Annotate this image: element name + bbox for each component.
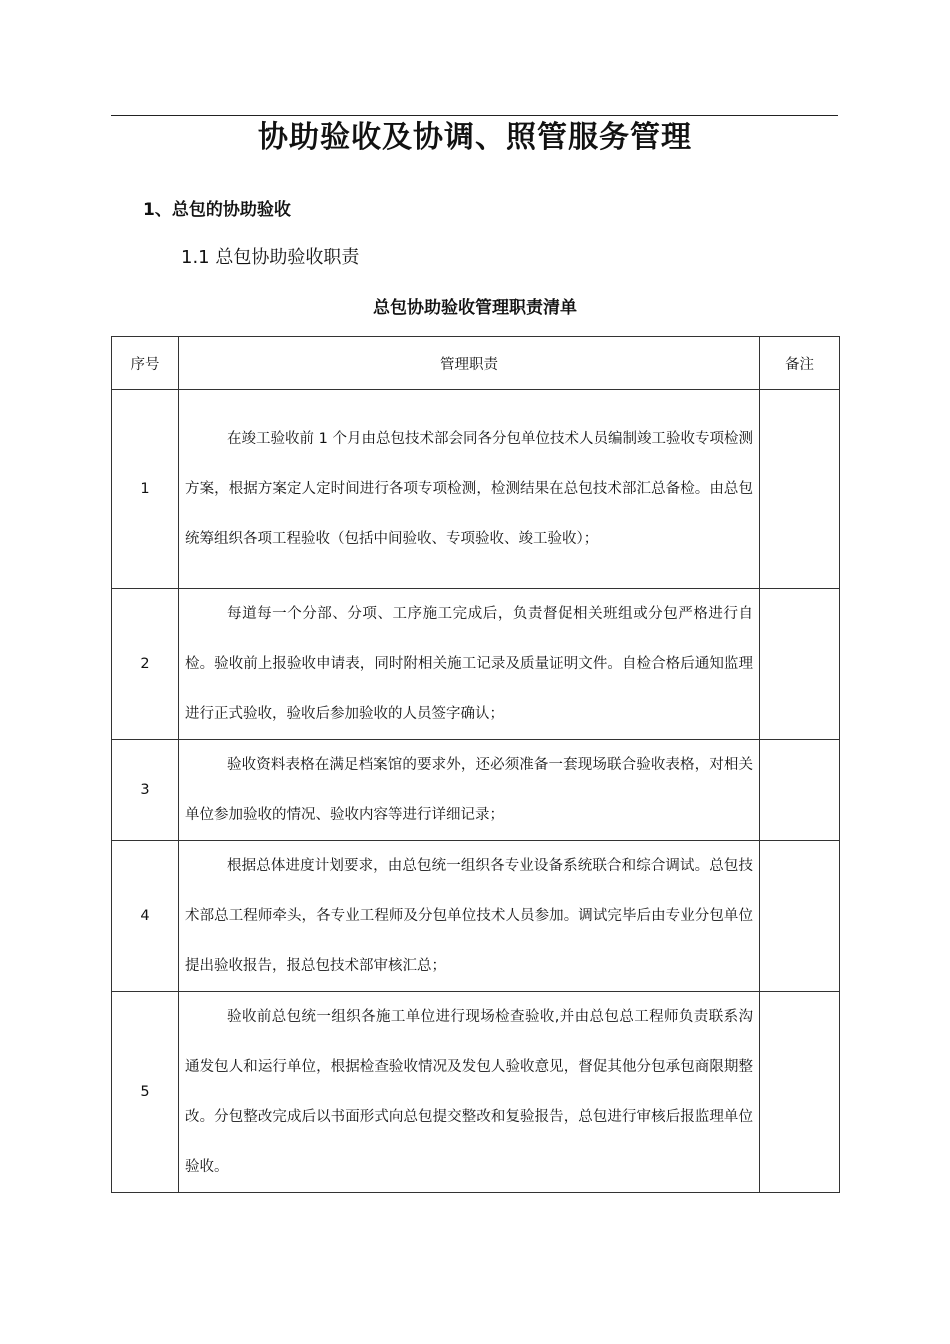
table-caption: 总包协助验收管理职责清单: [373, 298, 577, 318]
document-title: 协助验收及协调、照管服务管理: [258, 120, 692, 155]
row-number: 2: [112, 589, 179, 740]
row-duty: 在竣工验收前 1 个月由总包技术部会同各分包单位技术人员编制竣工验收专项检测方案，根据方案定人定时间进行各项专项检测，检测结果在总包技术部汇总备检。由总包统筹组织各项工程验收（包括中间验收、专项验收、竣工验收）；: [179, 390, 760, 589]
table-header-row: [112, 337, 840, 390]
row-duty: 验收资料表格在满足档案馆的要求外，还必须准备一套现场联合验收表格，对相关单位参加验收的情况、验收内容等进行详细记录；: [179, 740, 760, 841]
table-row: [112, 992, 840, 1193]
table-row: [112, 589, 840, 740]
header-duty: 管理职责: [179, 337, 760, 390]
header-no: 序号: [112, 337, 179, 390]
row-duty: 根据总体进度计划要求，由总包统一组织各专业设备系统联合和综合调试。总包技术部总工程师牵头，各专业工程师及分包单位技术人员参加。调试完毕后由专业分包单位提出验收报告，报总包技术部审核汇总；: [179, 841, 760, 992]
row-duty: 验收前总包统一组织各施工单位进行现场检查验收,并由总包总工程师负责联系沟通发包人和运行单位，根据检查验收情况及发包人验收意见，督促其他分包承包商限期整改。分包整改完成后以书面形式向总包提交整改和复验报告，总包进行审核后报监理单位验收。: [179, 992, 760, 1193]
row-note: [760, 589, 840, 740]
table-row: [112, 841, 840, 992]
subsection-heading: 1.1 总包协助验收职责: [181, 247, 360, 268]
row-note: [760, 390, 840, 589]
header-note: 备注: [760, 337, 840, 390]
row-number: 4: [112, 841, 179, 992]
row-number: 1: [112, 390, 179, 589]
row-note: [760, 740, 840, 841]
row-number: 3: [112, 740, 179, 841]
table-row: [112, 740, 840, 841]
table-row: [112, 390, 840, 589]
row-duty: 每道每一个分部、分项、工序施工完成后，负责督促相关班组或分包严格进行自检。验收前上报验收申请表，同时附相关施工记录及质量证明文件。自检合格后通知监理进行正式验收，验收后参加验收的人员签字确认；: [179, 589, 760, 740]
row-note: [760, 992, 840, 1193]
row-note: [760, 841, 840, 992]
row-number: 5: [112, 992, 179, 1193]
duty-table: [111, 336, 840, 1193]
section-heading: 1、总包的协助验收: [143, 200, 291, 220]
